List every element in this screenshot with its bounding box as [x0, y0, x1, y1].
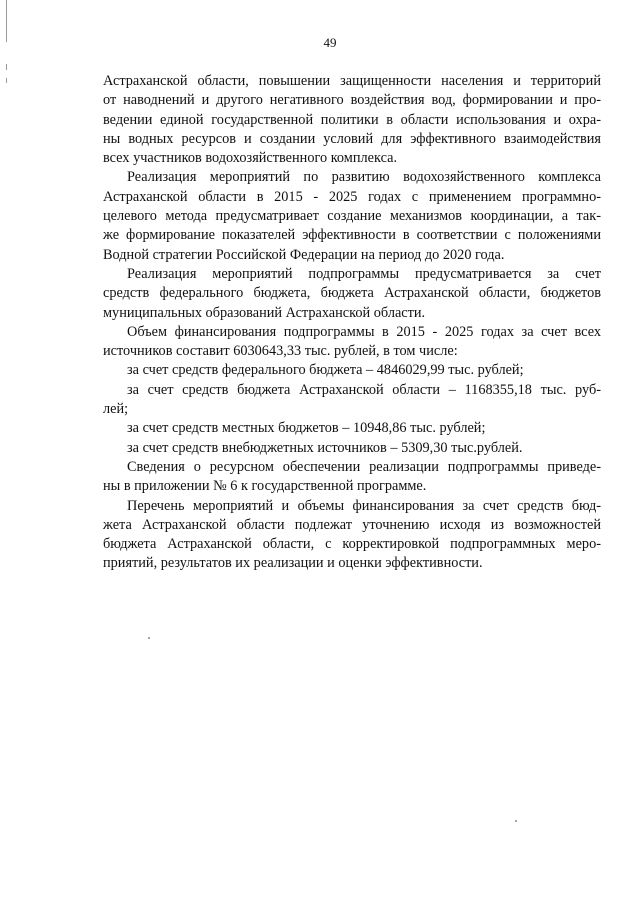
- text-line: ны водных ресурсов и создании условий для эффективного взаимодействия: [103, 130, 601, 147]
- text-line: источников составит 6030643,33 тыс. рублей, в том числе:: [103, 343, 458, 360]
- text-line: целевого метода предусматривает создание механизмов координации, а так-: [103, 208, 601, 225]
- text-line: за счет средств федерального бюджета – 4846029,99 тыс. рублей;: [127, 362, 524, 379]
- text-line: от наводнений и другого негативного воздействия вод, формировании и про-: [103, 92, 601, 109]
- text-line: всех участников водохозяйственного комплекса.: [103, 150, 398, 167]
- scan-speck: [515, 820, 517, 822]
- text-line: жета Астраханской области подлежат уточнению исходя из возможностей: [103, 516, 601, 533]
- text-line: ны в приложении № 6 к государственной программе.: [103, 478, 427, 495]
- text-line: за счет средств местных бюджетов – 10948,86 тыс. рублей;: [127, 420, 486, 437]
- text-line: средств федерального бюджета, бюджета Астраханской области, бюджетов: [103, 285, 601, 302]
- text-line: Реализация мероприятий по развитию водохозяйственного комплекса: [127, 169, 601, 186]
- text-line: муниципальных образований Астраханской области.: [103, 304, 426, 321]
- scan-speck: [148, 637, 150, 639]
- text-line: бюджета Астраханской области, с корректировкой подпрограммных меро-: [103, 536, 601, 553]
- text-line: за счет средств бюджета Астраханской области – 1168355,18 тыс. руб-: [127, 381, 601, 398]
- scan-margin-mark: [6, 78, 7, 83]
- text-line: Водной стратегии Российской Федерации на период до 2020 года.: [103, 246, 505, 263]
- text-line: Объем финансирования подпрограммы в 2015 - 2025 годах за счет всех: [127, 323, 601, 340]
- text-line: же формирование показателей эффективности в соответствии с положениями: [103, 227, 601, 244]
- text-line: ведении единой государственной политики в области использования и охра-: [103, 111, 601, 128]
- text-line: Реализация мероприятий подпрограммы предусматривается за счет: [127, 265, 601, 282]
- text-line: Сведения о ресурсном обеспечении реализации подпрограммы приведе-: [127, 458, 601, 475]
- text-line: за счет средств внебюджетных источников – 5309,30 тыс.рублей.: [127, 439, 523, 456]
- text-line: лей;: [103, 401, 129, 418]
- body-text: [103, 72, 601, 574]
- text-line: приятий, результатов их реализации и оценки эффективности.: [103, 555, 483, 572]
- text-line: Перечень мероприятий и объемы финансирования за счет средств бюд-: [127, 497, 601, 514]
- page-number: 49: [323, 35, 337, 50]
- text-line: Астраханской области в 2015 - 2025 годах с применением программно-: [103, 188, 601, 205]
- text-line: Астраханской области, повышении защищенности населения и территорий: [103, 73, 601, 89]
- scan-margin-mark: [6, 64, 7, 70]
